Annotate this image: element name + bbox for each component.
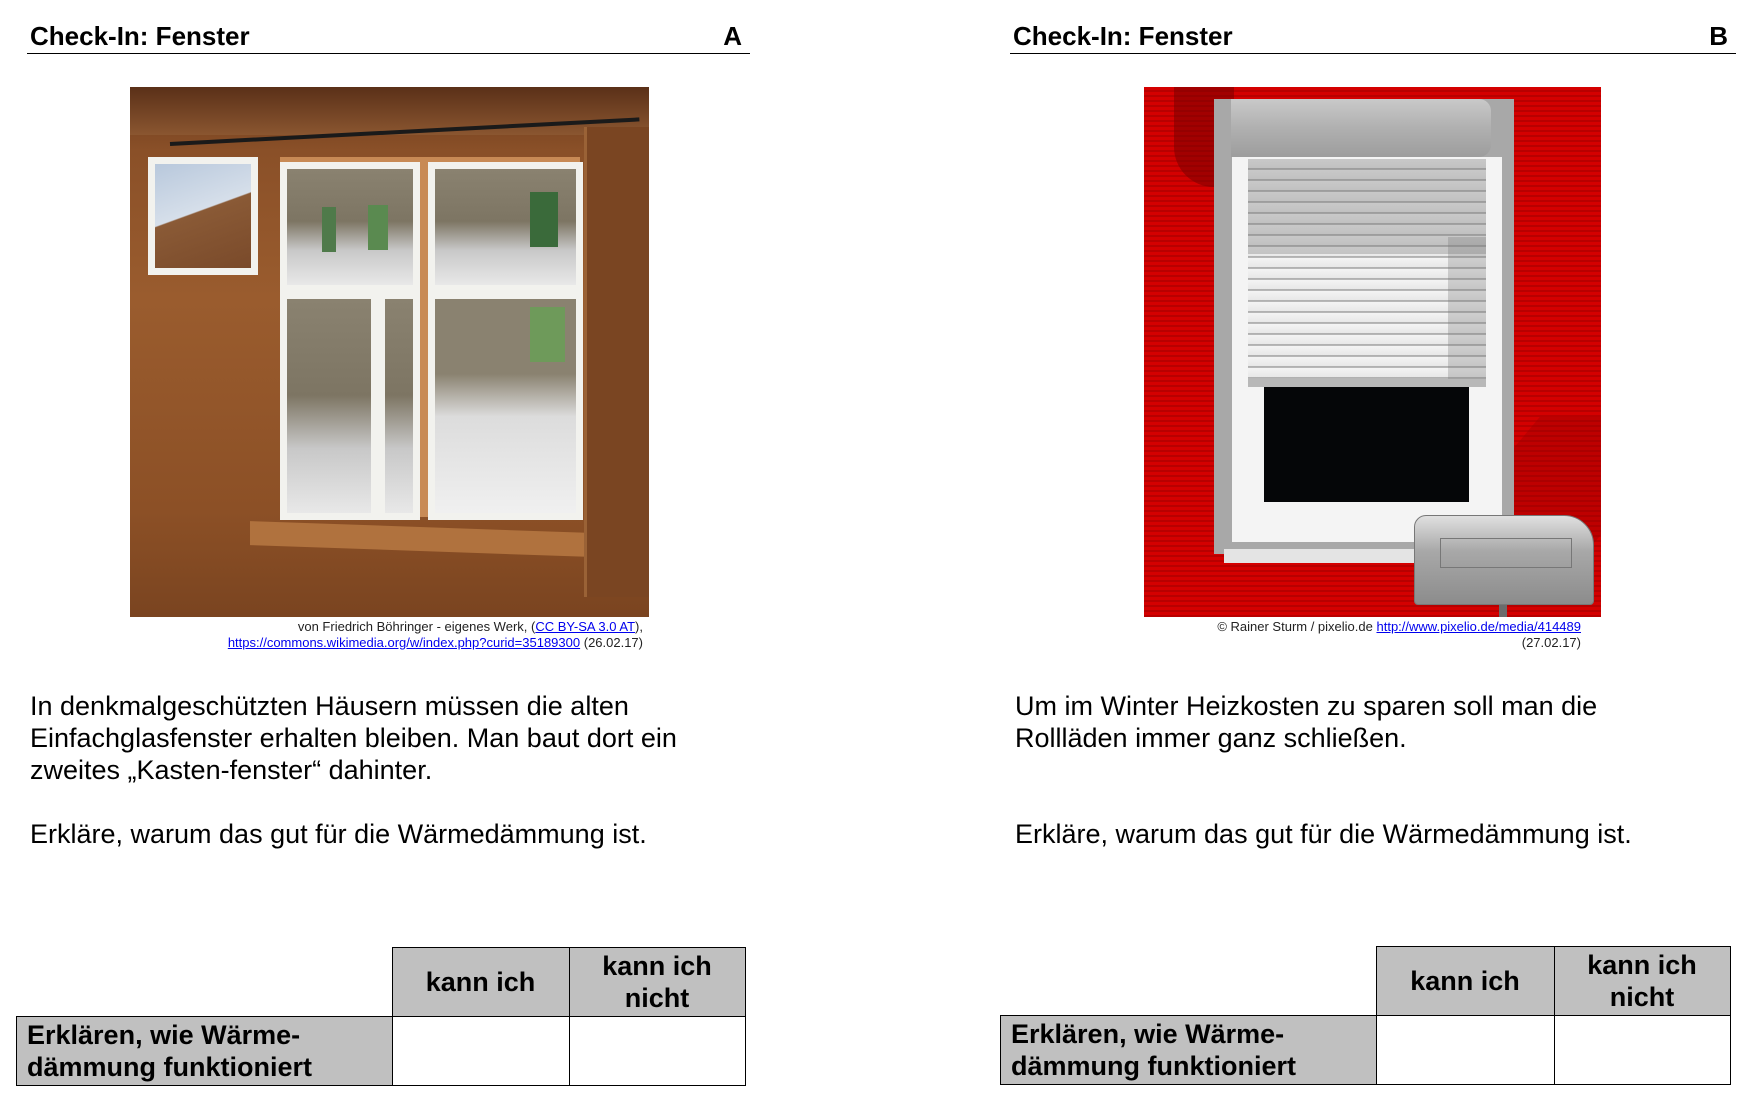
source-link[interactable]: http://www.pixelio.de/media/414489 [1376,619,1581,634]
task-text [30,690,730,850]
header-kann-ich-nicht [569,948,745,1017]
photo-roller-shutter [1144,87,1601,617]
check-in-card-b [985,0,1739,1102]
credit-text-suffix: ), [635,619,643,634]
card-title: Check-In: Fenster [1013,21,1233,51]
empty-corner-cell [1001,947,1377,1016]
source-link[interactable]: https://commons.wikimedia.org/w/index.php?curid=35189300 [227,635,581,650]
header-kann-ich: kann ich [1376,947,1554,1016]
header-kann-ich-nicht-label: kann ich nicht [602,951,712,1013]
self-assessment-table [1000,946,1731,1085]
card-letter: B [1709,21,1728,51]
self-assessment-table [16,947,746,1086]
credit-text: © Rainer Sturm / pixelio.de [1217,619,1377,634]
checkbox-cell-kann-ich-nicht[interactable] [569,1017,745,1086]
checkbox-cell-kann-ich-nicht[interactable] [1554,1016,1730,1085]
task-question: Erkläre, warum das gut für die Wärmedämmung ist. [30,819,647,849]
credit-text: von Friedrich Böhringer - eigenes Werk, ( [297,619,536,634]
credit-date: (27.02.17) [1521,635,1581,650]
empty-corner-cell [17,948,393,1017]
checkbox-cell-kann-ich[interactable] [1376,1016,1554,1085]
task-text [1015,690,1715,850]
checkbox-cell-kann-ich[interactable] [392,1017,569,1086]
header-kann-ich-nicht-label: kann ich nicht [1587,950,1697,1012]
row-label: Erklären, wie Wärme-dämmung funktioniert [17,1017,393,1086]
photo-credit [1144,619,1581,651]
task-statement: In denkmalgeschützten Häusern müssen die alten Einfachglasfenster erhalten bleiben. Man baut dort ein zweites „Kasten-fenster“ dahinter. [30,691,677,785]
card-heading [1010,20,1736,54]
check-in-card-a [0,0,760,1102]
header-kann-ich: kann ich [392,948,569,1017]
photo-box-window [130,87,649,617]
mailbox-icon [1414,515,1594,605]
card-heading [27,20,750,54]
credit-date: (26.02.17) [583,635,643,650]
task-statement: Um im Winter Heizkosten zu sparen soll man die Rollläden immer ganz schließen. [1015,691,1598,753]
photo-credit [130,619,643,651]
row-label: Erklären, wie Wärme-dämmung funktioniert [1001,1016,1377,1085]
header-kann-ich-nicht [1554,947,1730,1016]
task-question: Erkläre, warum das gut für die Wärmedämmung ist. [1015,819,1632,849]
card-title: Check-In: Fenster [30,21,250,51]
card-letter: A [723,21,742,51]
license-link[interactable]: CC BY-SA 3.0 AT [535,619,636,634]
